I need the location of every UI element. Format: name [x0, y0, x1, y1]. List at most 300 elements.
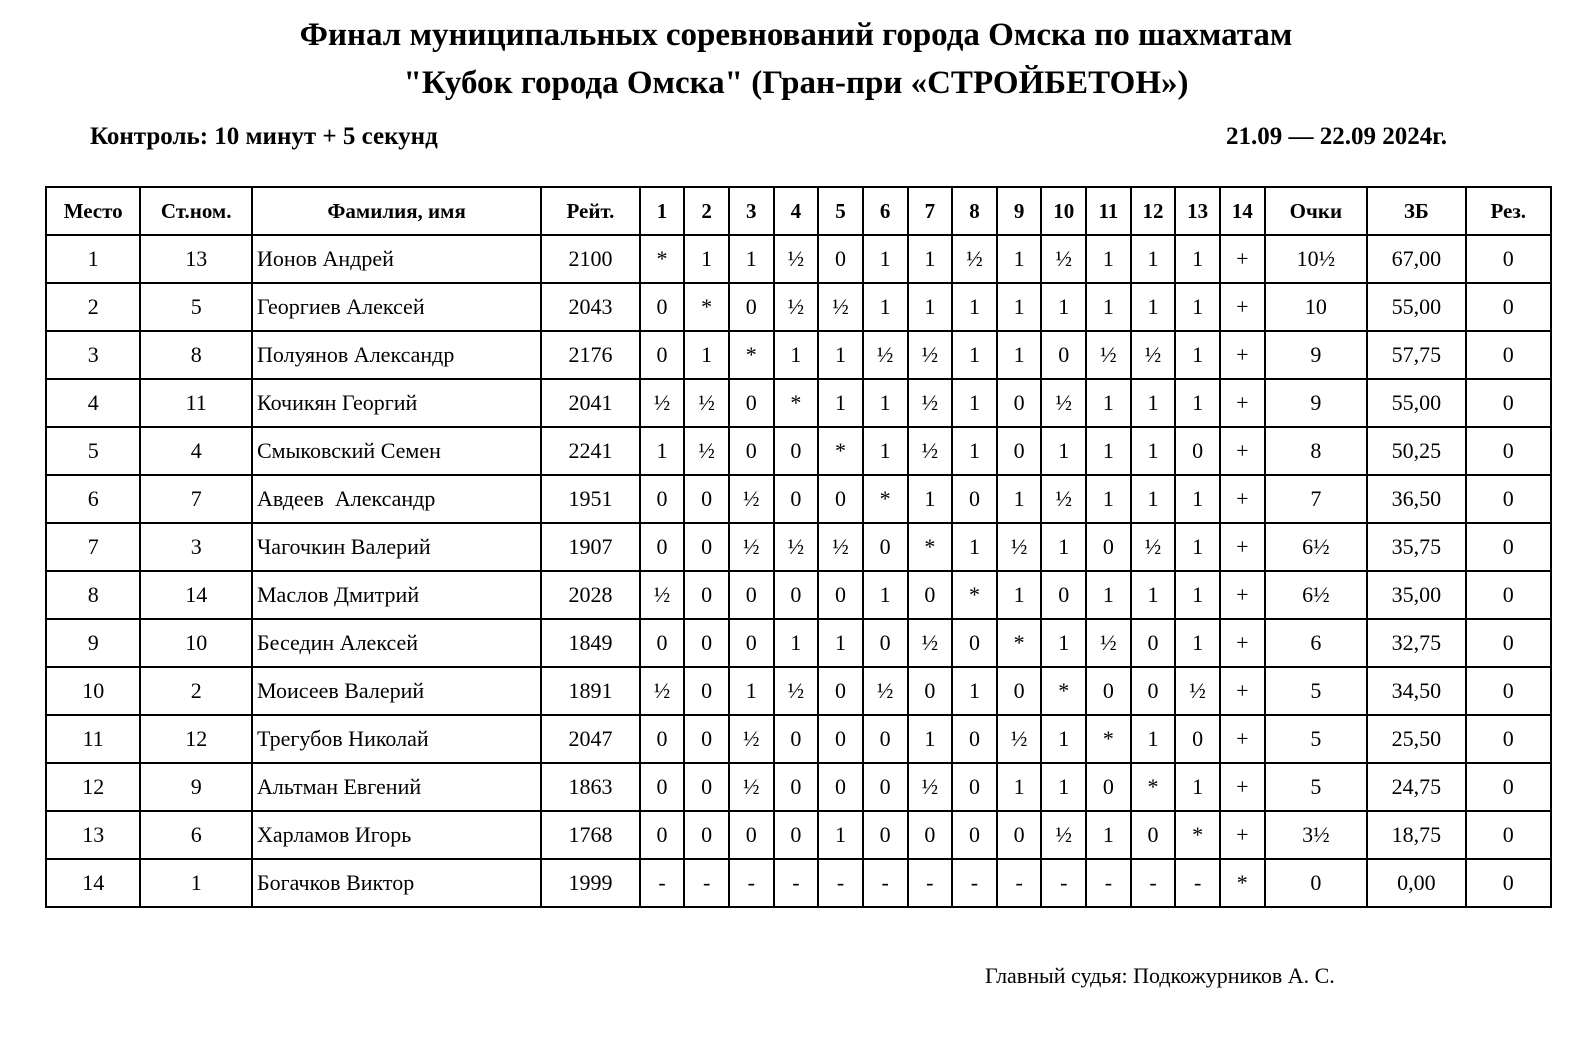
reserve-cell: 0: [1466, 811, 1551, 859]
place-cell: 12: [46, 763, 140, 811]
points-cell: 5: [1265, 667, 1367, 715]
result-cell: 1: [684, 235, 729, 283]
result-cell: 0: [729, 571, 774, 619]
result-cell: 1: [818, 811, 863, 859]
player-name-cell: Трегубов Николай: [252, 715, 541, 763]
result-cell: +: [1220, 619, 1265, 667]
rating-cell: 2176: [541, 331, 639, 379]
result-cell: 0: [997, 379, 1042, 427]
points-cell: 0: [1265, 859, 1367, 907]
player-name-cell: Ионов Андрей: [252, 235, 541, 283]
result-cell: +: [1220, 667, 1265, 715]
result-cell: 1: [1131, 715, 1176, 763]
result-cell: 1: [818, 619, 863, 667]
result-cell: ½: [729, 763, 774, 811]
result-cell: ½: [774, 283, 819, 331]
result-cell: 1: [997, 235, 1042, 283]
column-header: 14: [1220, 187, 1265, 235]
result-cell: +: [1220, 283, 1265, 331]
result-cell: 1: [1131, 379, 1176, 427]
table-header-row: [46, 187, 1551, 235]
start-number-cell: 10: [140, 619, 252, 667]
result-cell: 0: [640, 715, 685, 763]
place-cell: 10: [46, 667, 140, 715]
result-cell: 0: [863, 523, 908, 571]
result-cell: 1: [1175, 283, 1220, 331]
place-cell: 8: [46, 571, 140, 619]
result-cell: 0: [863, 763, 908, 811]
column-header: Рез.: [1466, 187, 1551, 235]
result-cell: 0: [818, 475, 863, 523]
tiebreak-cell: 0,00: [1367, 859, 1465, 907]
result-cell: *: [684, 283, 729, 331]
result-cell: 1: [774, 619, 819, 667]
title-line-1: Финал муниципальных соревнований города Омска по шахматам: [299, 17, 1293, 53]
result-cell: ½: [1175, 667, 1220, 715]
result-cell: ½: [863, 667, 908, 715]
result-cell: 1: [1041, 523, 1086, 571]
result-cell: 0: [863, 619, 908, 667]
result-cell: 0: [684, 763, 729, 811]
result-cell: 1: [1086, 283, 1131, 331]
result-cell: 1: [1041, 619, 1086, 667]
result-cell: 1: [863, 379, 908, 427]
points-cell: 6: [1265, 619, 1367, 667]
table-row: [46, 619, 1551, 667]
result-cell: +: [1220, 475, 1265, 523]
result-cell: ½: [640, 667, 685, 715]
column-header: 7: [908, 187, 953, 235]
rating-cell: 1768: [541, 811, 639, 859]
player-name-cell: Моисеев Валерий: [252, 667, 541, 715]
result-cell: 1: [863, 571, 908, 619]
start-number-cell: 4: [140, 427, 252, 475]
result-cell: +: [1220, 523, 1265, 571]
result-cell: 1: [908, 235, 953, 283]
result-cell: 1: [997, 571, 1042, 619]
start-number-cell: 14: [140, 571, 252, 619]
result-cell: 0: [908, 811, 953, 859]
start-number-cell: 13: [140, 235, 252, 283]
result-cell: ½: [997, 715, 1042, 763]
result-cell: 0: [729, 379, 774, 427]
column-header: 1: [640, 187, 685, 235]
result-cell: *: [729, 331, 774, 379]
result-cell: 0: [1131, 619, 1176, 667]
points-cell: 6½: [1265, 523, 1367, 571]
result-cell: 1: [1131, 235, 1176, 283]
table-row: [46, 763, 1551, 811]
result-cell: 0: [997, 667, 1042, 715]
column-header: 10: [1041, 187, 1086, 235]
result-cell: ½: [1041, 475, 1086, 523]
result-cell: 0: [684, 667, 729, 715]
result-cell: ½: [774, 523, 819, 571]
result-cell: 1: [1131, 283, 1176, 331]
result-cell: 1: [908, 475, 953, 523]
points-cell: 5: [1265, 715, 1367, 763]
table-row: [46, 235, 1551, 283]
result-cell: ½: [729, 475, 774, 523]
result-cell: 1: [997, 763, 1042, 811]
points-cell: 9: [1265, 379, 1367, 427]
table-row: [46, 571, 1551, 619]
time-control: Контроль: 10 минут + 5 секунд: [90, 123, 438, 150]
place-cell: 5: [46, 427, 140, 475]
player-name-cell: Полуянов Александр: [252, 331, 541, 379]
rating-cell: 1907: [541, 523, 639, 571]
result-cell: 0: [684, 811, 729, 859]
rating-cell: 1891: [541, 667, 639, 715]
result-cell: ½: [640, 379, 685, 427]
result-cell: -: [729, 859, 774, 907]
result-cell: ½: [1041, 235, 1086, 283]
result-cell: 0: [640, 331, 685, 379]
table-row: [46, 283, 1551, 331]
reserve-cell: 0: [1466, 619, 1551, 667]
result-cell: 0: [997, 427, 1042, 475]
result-cell: -: [640, 859, 685, 907]
reserve-cell: 0: [1466, 331, 1551, 379]
tiebreak-cell: 32,75: [1367, 619, 1465, 667]
result-cell: 1: [1175, 379, 1220, 427]
result-cell: *: [1220, 859, 1265, 907]
column-header: 2: [684, 187, 729, 235]
result-cell: ½: [1086, 619, 1131, 667]
result-cell: ½: [774, 667, 819, 715]
result-cell: 1: [997, 331, 1042, 379]
result-cell: 1: [1086, 379, 1131, 427]
start-number-cell: 9: [140, 763, 252, 811]
place-cell: 1: [46, 235, 140, 283]
column-header: 4: [774, 187, 819, 235]
table-row: [46, 715, 1551, 763]
result-cell: 0: [684, 715, 729, 763]
tiebreak-cell: 55,00: [1367, 283, 1465, 331]
rating-cell: 2047: [541, 715, 639, 763]
reserve-cell: 0: [1466, 571, 1551, 619]
column-header: Ст.ном.: [140, 187, 252, 235]
points-cell: 5: [1265, 763, 1367, 811]
result-cell: 1: [1175, 331, 1220, 379]
result-cell: 0: [684, 571, 729, 619]
result-cell: 0: [729, 619, 774, 667]
result-cell: *: [863, 475, 908, 523]
result-cell: 1: [863, 283, 908, 331]
start-number-cell: 7: [140, 475, 252, 523]
result-cell: 0: [952, 811, 997, 859]
start-number-cell: 11: [140, 379, 252, 427]
result-cell: -: [1041, 859, 1086, 907]
result-cell: 0: [818, 763, 863, 811]
place-cell: 6: [46, 475, 140, 523]
table-row: [46, 667, 1551, 715]
result-cell: 0: [774, 715, 819, 763]
result-cell: 0: [818, 715, 863, 763]
rating-cell: 1951: [541, 475, 639, 523]
reserve-cell: 0: [1466, 283, 1551, 331]
rating-cell: 2241: [541, 427, 639, 475]
tiebreak-cell: 34,50: [1367, 667, 1465, 715]
result-cell: 0: [997, 811, 1042, 859]
result-cell: 0: [1086, 523, 1131, 571]
result-cell: 0: [729, 811, 774, 859]
table-body: [46, 235, 1551, 907]
place-cell: 7: [46, 523, 140, 571]
result-cell: 1: [1131, 427, 1176, 475]
column-header: Фамилия, имя: [252, 187, 541, 235]
start-number-cell: 2: [140, 667, 252, 715]
result-cell: 0: [863, 811, 908, 859]
result-cell: 1: [1041, 763, 1086, 811]
result-cell: 1: [1086, 475, 1131, 523]
player-name-cell: Богачков Виктор: [252, 859, 541, 907]
result-cell: 1: [1175, 619, 1220, 667]
tiebreak-cell: 67,00: [1367, 235, 1465, 283]
result-cell: *: [997, 619, 1042, 667]
title-line-2: "Кубок города Омска" (Гран-при «СТРОЙБЕТОН»): [403, 65, 1189, 101]
player-name-cell: Маслов Дмитрий: [252, 571, 541, 619]
result-cell: +: [1220, 235, 1265, 283]
tiebreak-cell: 50,25: [1367, 427, 1465, 475]
result-cell: 1: [1086, 427, 1131, 475]
tiebreak-cell: 36,50: [1367, 475, 1465, 523]
result-cell: -: [908, 859, 953, 907]
result-cell: 1: [729, 667, 774, 715]
result-cell: +: [1220, 379, 1265, 427]
result-cell: ½: [1041, 811, 1086, 859]
result-cell: 1: [952, 331, 997, 379]
column-header: ЗБ: [1367, 187, 1465, 235]
result-cell: 1: [908, 715, 953, 763]
result-cell: 0: [640, 283, 685, 331]
result-cell: 1: [952, 427, 997, 475]
tiebreak-cell: 18,75: [1367, 811, 1465, 859]
result-cell: 1: [1041, 715, 1086, 763]
rating-cell: 2041: [541, 379, 639, 427]
result-cell: 1: [1175, 475, 1220, 523]
result-cell: ½: [684, 379, 729, 427]
result-cell: 1: [640, 427, 685, 475]
column-header: 5: [818, 187, 863, 235]
column-header: 6: [863, 187, 908, 235]
result-cell: ½: [908, 427, 953, 475]
result-cell: 1: [1086, 571, 1131, 619]
column-header: Очки: [1265, 187, 1367, 235]
result-cell: ½: [774, 235, 819, 283]
result-cell: *: [1086, 715, 1131, 763]
result-cell: 1: [684, 331, 729, 379]
column-header: Место: [46, 187, 140, 235]
result-cell: +: [1220, 427, 1265, 475]
result-cell: 1: [1086, 235, 1131, 283]
table-row: [46, 859, 1551, 907]
points-cell: 9: [1265, 331, 1367, 379]
result-cell: 1: [997, 283, 1042, 331]
table-row: [46, 523, 1551, 571]
rating-cell: 2043: [541, 283, 639, 331]
reserve-cell: 0: [1466, 667, 1551, 715]
result-cell: 0: [1041, 331, 1086, 379]
chief-judge: Главный судья: Подкожурников А. С.: [985, 963, 1335, 988]
tiebreak-cell: 35,75: [1367, 523, 1465, 571]
rating-cell: 1849: [541, 619, 639, 667]
result-cell: 0: [774, 571, 819, 619]
result-cell: ½: [1131, 331, 1176, 379]
result-cell: 0: [952, 619, 997, 667]
result-cell: *: [1131, 763, 1176, 811]
result-cell: 0: [684, 523, 729, 571]
result-cell: 1: [1131, 571, 1176, 619]
points-cell: 8: [1265, 427, 1367, 475]
result-cell: ½: [1086, 331, 1131, 379]
rating-cell: 2100: [541, 235, 639, 283]
result-cell: 0: [1131, 667, 1176, 715]
tiebreak-cell: 35,00: [1367, 571, 1465, 619]
result-cell: 0: [1041, 571, 1086, 619]
result-cell: ½: [952, 235, 997, 283]
result-cell: 1: [952, 283, 997, 331]
tiebreak-cell: 24,75: [1367, 763, 1465, 811]
result-cell: ½: [863, 331, 908, 379]
result-cell: -: [1175, 859, 1220, 907]
table-row: [46, 475, 1551, 523]
result-cell: 0: [863, 715, 908, 763]
standings-table: [45, 186, 1552, 908]
result-cell: ½: [908, 763, 953, 811]
result-cell: 0: [684, 619, 729, 667]
place-cell: 2: [46, 283, 140, 331]
tiebreak-cell: 25,50: [1367, 715, 1465, 763]
result-cell: 0: [640, 475, 685, 523]
start-number-cell: 1: [140, 859, 252, 907]
column-header: 8: [952, 187, 997, 235]
result-cell: -: [1131, 859, 1176, 907]
result-cell: 0: [774, 763, 819, 811]
place-cell: 11: [46, 715, 140, 763]
player-name-cell: Харламов Игорь: [252, 811, 541, 859]
result-cell: ½: [818, 283, 863, 331]
result-cell: -: [997, 859, 1042, 907]
result-cell: 0: [818, 571, 863, 619]
result-cell: ½: [684, 427, 729, 475]
column-header: 11: [1086, 187, 1131, 235]
reserve-cell: 0: [1466, 475, 1551, 523]
result-cell: +: [1220, 763, 1265, 811]
result-cell: *: [1175, 811, 1220, 859]
result-cell: 1: [1175, 571, 1220, 619]
tiebreak-cell: 57,75: [1367, 331, 1465, 379]
reserve-cell: 0: [1466, 523, 1551, 571]
player-name-cell: Георгиев Алексей: [252, 283, 541, 331]
result-cell: 1: [997, 475, 1042, 523]
result-cell: -: [818, 859, 863, 907]
result-cell: 0: [640, 523, 685, 571]
result-cell: 1: [1175, 235, 1220, 283]
result-cell: +: [1220, 331, 1265, 379]
result-cell: 1: [1175, 523, 1220, 571]
place-cell: 13: [46, 811, 140, 859]
result-cell: 1: [774, 331, 819, 379]
result-cell: 1: [1041, 427, 1086, 475]
result-cell: ½: [908, 379, 953, 427]
result-cell: 0: [640, 811, 685, 859]
result-cell: 0: [1175, 715, 1220, 763]
result-cell: 0: [1086, 667, 1131, 715]
rating-cell: 1863: [541, 763, 639, 811]
result-cell: 0: [729, 283, 774, 331]
result-cell: +: [1220, 571, 1265, 619]
place-cell: 4: [46, 379, 140, 427]
result-cell: ½: [729, 523, 774, 571]
result-cell: ½: [997, 523, 1042, 571]
reserve-cell: 0: [1466, 379, 1551, 427]
result-cell: 1: [952, 379, 997, 427]
result-cell: -: [952, 859, 997, 907]
result-cell: 0: [729, 427, 774, 475]
result-cell: -: [863, 859, 908, 907]
reserve-cell: 0: [1466, 235, 1551, 283]
player-name-cell: Кочикян Георгий: [252, 379, 541, 427]
table-row: [46, 331, 1551, 379]
result-cell: *: [774, 379, 819, 427]
points-cell: 6½: [1265, 571, 1367, 619]
result-cell: ½: [908, 619, 953, 667]
result-cell: 0: [908, 571, 953, 619]
result-cell: 1: [952, 523, 997, 571]
player-name-cell: Чагочкин Валерий: [252, 523, 541, 571]
result-cell: 0: [952, 715, 997, 763]
result-cell: 1: [908, 283, 953, 331]
reserve-cell: 0: [1466, 427, 1551, 475]
table-row: [46, 427, 1551, 475]
column-header: 13: [1175, 187, 1220, 235]
points-cell: 10½: [1265, 235, 1367, 283]
result-cell: *: [908, 523, 953, 571]
result-cell: 1: [1175, 763, 1220, 811]
result-cell: 1: [1041, 283, 1086, 331]
start-number-cell: 12: [140, 715, 252, 763]
result-cell: 0: [684, 475, 729, 523]
result-cell: 0: [774, 475, 819, 523]
reserve-cell: 0: [1466, 715, 1551, 763]
result-cell: 1: [818, 331, 863, 379]
result-cell: 0: [1131, 811, 1176, 859]
result-cell: 0: [818, 667, 863, 715]
start-number-cell: 6: [140, 811, 252, 859]
result-cell: ½: [729, 715, 774, 763]
player-name-cell: Беседин Алексей: [252, 619, 541, 667]
result-cell: ½: [1131, 523, 1176, 571]
reserve-cell: 0: [1466, 859, 1551, 907]
result-cell: 0: [952, 763, 997, 811]
result-cell: -: [774, 859, 819, 907]
result-cell: +: [1220, 811, 1265, 859]
start-number-cell: 3: [140, 523, 252, 571]
result-cell: 0: [774, 427, 819, 475]
result-cell: +: [1220, 715, 1265, 763]
start-number-cell: 5: [140, 283, 252, 331]
reserve-cell: 0: [1466, 763, 1551, 811]
result-cell: 0: [640, 619, 685, 667]
result-cell: *: [640, 235, 685, 283]
result-cell: 0: [1175, 427, 1220, 475]
column-header: 9: [997, 187, 1042, 235]
tournament-dates: 21.09 — 22.09 2024г.: [1225, 123, 1447, 150]
result-cell: 0: [818, 235, 863, 283]
rating-cell: 2028: [541, 571, 639, 619]
result-cell: 0: [640, 763, 685, 811]
